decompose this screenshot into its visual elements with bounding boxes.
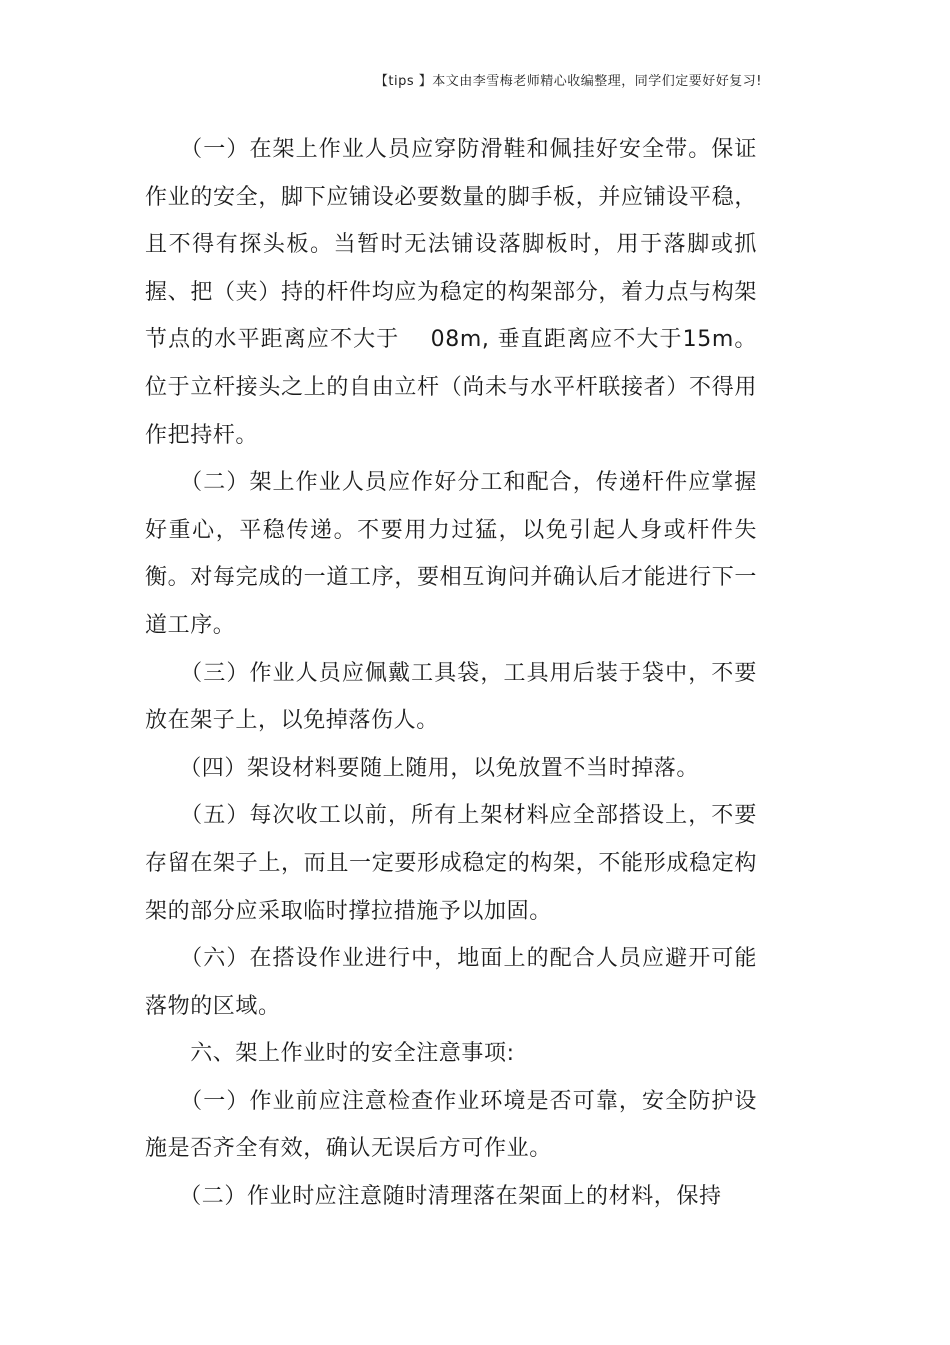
section-heading: 六、架上作业时的安全注意事项: xyxy=(145,1041,515,1067)
header-tip: 【tips 】本文由李雪梅老师精心收编整理，同学们定要好好复习! xyxy=(374,74,762,89)
paragraph-clear-materials: （二）作业时应注意随时清理落在架面上的材料，保持 xyxy=(145,1184,722,1210)
paragraph-materials-use: （四）架设材料要随上随用，以免放置不当时掉落。 xyxy=(145,755,700,781)
document-body xyxy=(145,126,757,1221)
paragraph-safety-equipment: （一）在架上作业人员应穿防滑鞋和佩挂好安全带。保证作业的安全，脚下应铺设必要数量的脚手板，并应铺设平稳，且不得有探头板。当暂时无法铺设落脚板时，用于落脚或抓握、把（夹）持的杆件均应为稳定的构架部分，着力点与构架节点的水平距离应不大于 08m, 垂直距离应不大于15m。位于立杆接头之上的自由立杆（尚未与水平杆联接者）不得用作把持杆。 xyxy=(145,137,757,448)
paragraph-tool-bag: （三）作业人员应佩戴工具袋，工具用后装于袋中，不要放在架子上，以免掉落伤人。 xyxy=(145,660,757,734)
paragraph-cooperation: （二）架上作业人员应作好分工和配合，传递杆件应掌握好重心，平稳传递。不要用力过猛，以免引起人身或杆件失衡。对每完成的一道工序，要相互询问并确认后才能进行下一道工序。 xyxy=(145,470,757,638)
paragraph-pre-work-check: （一）作业前应注意检查作业环境是否可靠，安全防护设施是否齐全有效，确认无误后方可作业。 xyxy=(145,1088,757,1162)
paragraph-end-of-work: （五）每次收工以前，所有上架材料应全部搭设上，不要存留在架子上，而且一定要形成稳定的构架，不能形成稳定构架的部分应采取临时撑拉措施予以加固。 xyxy=(145,803,757,924)
paragraph-ground-personnel: （六）在搭设作业进行中，地面上的配合人员应避开可能落物的区域。 xyxy=(145,946,757,1019)
